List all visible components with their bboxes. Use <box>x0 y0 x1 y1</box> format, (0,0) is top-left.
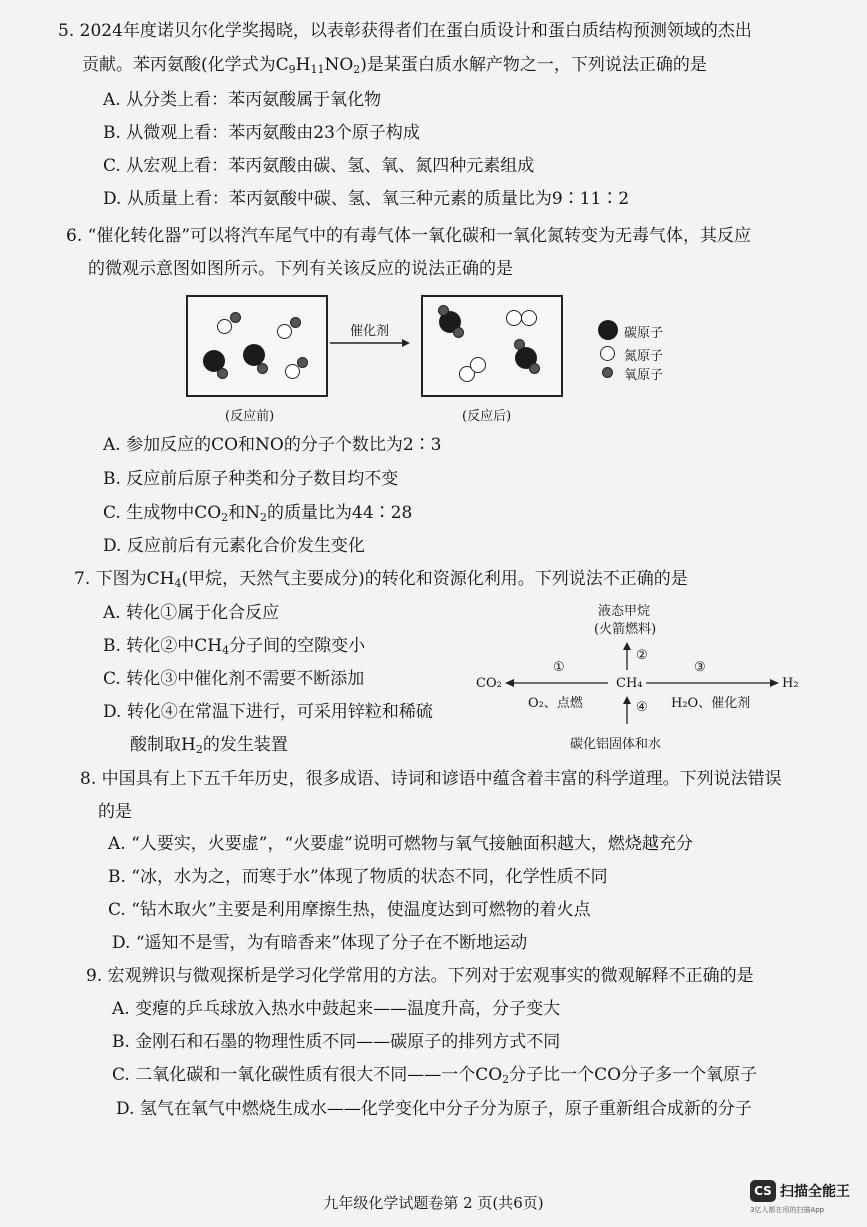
page-footer: 九年级化学试题卷第 2 页(共6页) <box>323 1194 544 1212</box>
oxygen-atom <box>257 363 268 374</box>
nitrogen-atom <box>506 310 522 326</box>
oxygen-atom <box>230 312 241 323</box>
nitrogen-atom <box>277 324 292 339</box>
q7-option-d-cont: 酸制取$H_2$的发生装置 <box>130 735 288 756</box>
oxygen-atom <box>290 317 301 328</box>
q5-option-a: A. 从分类上看：苯丙氨酸属于氧化物 <box>103 90 382 110</box>
scanner-watermark <box>750 1180 860 1220</box>
q8-option-c: C. “钻木取火”主要是利用摩擦生热，使温度达到可燃物的着火点 <box>108 900 591 920</box>
step-1-marker: ① <box>553 660 565 675</box>
legend-nitrogen: 氮原子 <box>624 349 664 364</box>
oxygen-atom <box>514 339 525 350</box>
aluminum-carbide-label: 碳化铝固体和水 <box>570 737 662 752</box>
q9-option-b: B. 金刚石和石墨的物理性质不同——碳原子的排列方式不同 <box>112 1032 561 1052</box>
before-caption: (反应前) <box>225 409 275 424</box>
q5-option-b: B. 从微观上看：苯丙氨酸由23个原子构成 <box>103 123 420 143</box>
nitrogen-atom-icon <box>600 346 615 361</box>
rocket-fuel-label: (火箭燃料) <box>594 622 657 637</box>
q7-stem: 7. 下图为$CH_4$(甲烷，天然气主要成分)的转化和资源化利用。下列说法不正确的是 <box>74 569 688 590</box>
q8-option-b: B. “冰，水为之，而寒于水”体现了物质的状态不同，化学性质不同 <box>108 867 608 887</box>
step-2-marker: ② <box>636 648 648 663</box>
liquid-methane-label: 液态甲烷 <box>598 604 651 619</box>
legend-carbon: 碳原子 <box>624 326 664 341</box>
scanner-logo-icon: CS <box>750 1180 776 1202</box>
nitrogen-atom <box>217 319 232 334</box>
after-box <box>421 295 563 397</box>
q9-option-c: C. 二氧化碳和一氧化碳性质有很大不同——一个$CO_2$分子比一个CO分子多一个氧原子 <box>112 1065 758 1086</box>
legend-oxygen: 氧原子 <box>624 368 664 383</box>
after-caption: (反应后) <box>462 409 512 424</box>
q9-option-a: A. 变瘪的乒乓球放入热水中鼓起来——温度升高，分子变大 <box>112 999 561 1019</box>
q9-option-d: D. 氢气在氧气中燃烧生成水——化学变化中分子分为原子，原子重新组合成新的分子 <box>116 1099 752 1119</box>
nitrogen-atom <box>470 357 486 373</box>
h2-label: H₂ <box>782 676 799 691</box>
condition-3-label: H₂O、催化剂 <box>671 696 751 711</box>
condition-1-label: O₂、点燃 <box>528 696 583 711</box>
q5-option-c: C. 从宏观上看：苯丙氨酸由碳、氢、氧、氮四种元素组成 <box>103 156 535 176</box>
q6-option-a: A. 参加反应的CO和NO的分子个数比为2∶3 <box>103 435 442 455</box>
step-4-marker: ④ <box>636 700 648 715</box>
q5-stem-line2: 贡献。苯丙氨酸(化学式为$C_9H_{11}NO_2$)是某蛋白质水解产物之一，下列说法正确的是 <box>82 55 707 76</box>
q5-option-d: D. 从质量上看：苯丙氨酸中碳、氢、氧三种元素的质量比为9∶11∶2 <box>103 189 630 209</box>
carbon-atom-icon <box>598 320 618 340</box>
oxygen-atom-icon <box>602 367 613 378</box>
before-box <box>186 295 328 397</box>
q9-stem: 9. 宏观辨识与微观探析是学习化学常用的方法。下列对于宏观事实的微观解释不正确的是 <box>86 966 754 986</box>
oxygen-atom <box>217 368 228 379</box>
q8-stem-line2: 的是 <box>98 802 132 822</box>
q7-option-c: C. 转化③中催化剂不需要不断添加 <box>103 669 365 689</box>
q5-stem-line1: 5. 2024年度诺贝尔化学奖揭晓，以表彰获得者们在蛋白质设计和蛋白质结构预测领域的杰出 <box>58 21 752 41</box>
co2-label: CO₂ <box>476 676 502 691</box>
ch4-label: CH₄ <box>616 676 643 691</box>
q8-stem-line1: 8. 中国具有上下五千年历史，很多成语、诗词和谚语中蕴含着丰富的科学道理。下列说法错误 <box>80 769 782 789</box>
q7-option-b: B. 转化②中$CH_4$分子间的空隙变小 <box>103 636 366 657</box>
q6-option-b: B. 反应前后原子种类和分子数目均不变 <box>103 469 399 489</box>
q6-option-d: D. 反应前后有元素化合价发生变化 <box>103 536 365 556</box>
q6-stem-line2: 的微观示意图如图所示。下列有关该反应的说法正确的是 <box>88 259 513 279</box>
scanner-app-tagline: 3亿人都在用的扫描App <box>750 1206 825 1214</box>
q7-option-a: A. 转化①属于化合反应 <box>103 603 280 623</box>
q8-option-a: A. “人要实，火要虚”，“火要虚”说明可燃物与氧气接触面积越大，燃烧越充分 <box>108 834 693 854</box>
oxygen-atom <box>529 363 540 374</box>
nitrogen-atom <box>521 310 537 326</box>
oxygen-atom <box>297 357 308 368</box>
oxygen-atom <box>438 305 449 316</box>
q6-stem-line1: 6. “催化转化器”可以将汽车尾气中的有毒气体一氧化碳和一氧化氮转变为无毒气体，其反应 <box>66 226 752 246</box>
q8-option-d: D. “遥知不是雪，为有暗香来”体现了分子在不断地运动 <box>112 933 528 953</box>
conversion-arrows <box>500 640 790 730</box>
q7-option-d: D. 转化④在常温下进行，可采用锌粒和稀硫 <box>103 702 433 722</box>
catalyst-label: 催化剂 <box>350 324 390 339</box>
step-3-marker: ③ <box>694 660 706 675</box>
oxygen-atom <box>453 327 464 338</box>
scanner-app-name: 扫描全能王 <box>780 1184 850 1200</box>
q6-option-c: C. 生成物中$CO_2$和$N_2$的质量比为44∶28 <box>103 503 413 524</box>
